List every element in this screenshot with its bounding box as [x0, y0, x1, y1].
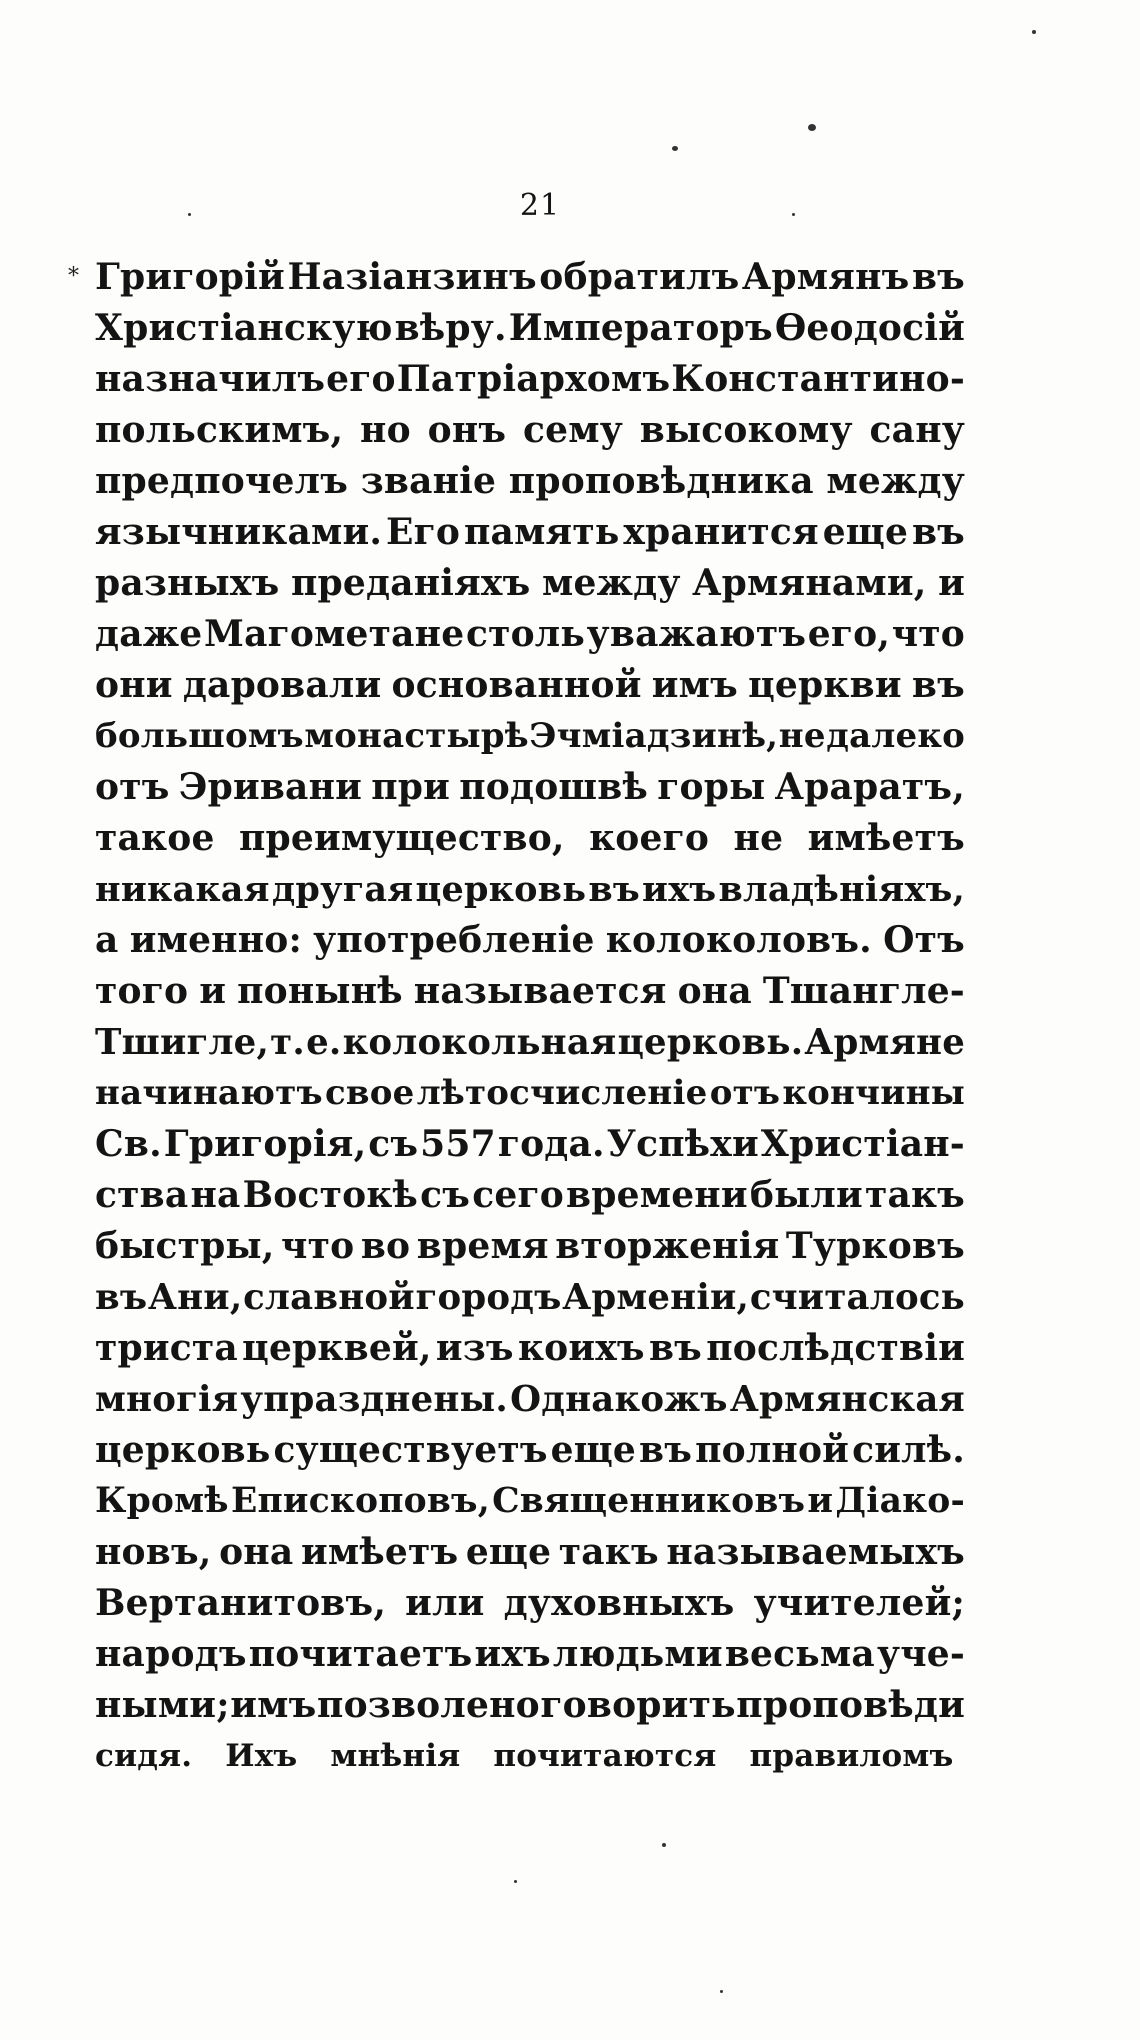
body-text — [95, 252, 965, 1782]
scan-speck — [1032, 30, 1036, 34]
scan-speck — [808, 124, 816, 131]
text-line: ными; имъ позволено говорить проповѣди — [95, 1684, 965, 1726]
text-line: предпочелъ званіе проповѣдника между — [95, 460, 965, 502]
text-line: назначилъ его Патріархомъ Константино- — [95, 358, 965, 400]
text-line: даже Магометане столь уважаютъ его, что — [95, 613, 965, 655]
text-line: разныхъ преданіяхъ между Армянами, и — [95, 562, 965, 604]
text-line: того и понынѣ называется она Тшангле- — [95, 970, 965, 1012]
paragraph-marker: * — [68, 264, 79, 289]
text-line: отъ Эривани при подошвѣ горы Араратъ, — [95, 766, 965, 808]
text-line: большомъ монастырѣ Эчміадзинѣ, не далеко — [95, 716, 965, 756]
scan-speck — [188, 213, 191, 216]
text-line: такое преимущество, коего не имѣетъ — [95, 817, 965, 859]
text-line: Тшигле, т. е. колокольная церковь. Армяне — [95, 1022, 965, 1063]
scan-speck — [720, 1990, 723, 1993]
text-line: Вертанитовъ, или духовныхъ учителей; — [95, 1582, 965, 1624]
text-line: многія упразднены. Однакожъ Армянская — [95, 1379, 965, 1420]
text-line: церковь существуетъ еще въ полной силѣ. — [95, 1429, 965, 1471]
scan-speck — [662, 1843, 666, 1847]
text-line: ства на Востокѣ съ сего времени были такъ — [95, 1174, 965, 1216]
text-line: Григорій Назіанзинъ обратилъ Армянъ въ — [95, 256, 965, 298]
text-line: Кромѣ Епископовъ, Священниковъ и Діако- — [95, 1481, 965, 1521]
text-line: а именно: употребленіе колоколовъ. Отъ — [95, 919, 965, 961]
text-line: язычниками. Его память хранится еще въ — [95, 511, 965, 553]
text-line: Христіанскую вѣру. Императоръ Ѳеодосій — [95, 307, 965, 349]
text-line: въ Ани, славной городъ Арменіи, считалось — [95, 1277, 965, 1318]
scan-speck — [672, 146, 678, 151]
text-line: никакая другая церковь въ ихъ владѣніяхъ, — [95, 869, 965, 910]
text-line: быстры, что во время вторженія Турковъ — [95, 1225, 965, 1267]
text-line: триста церквей, изъ коихъ въ послѣдствіи — [95, 1327, 965, 1369]
text-line: польскимъ, но онъ сему высокому сану — [95, 409, 965, 451]
text-line: начинаютъ свое лѣтосчисленіе отъ кончины — [95, 1073, 965, 1113]
text-line: народъ почитаетъ ихъ людьми весьма уче- — [95, 1633, 965, 1675]
text-line: новъ, она имѣетъ еще такъ называемыхъ — [95, 1531, 965, 1573]
text-line: Св. Григорія, съ 557 года. Успѣхи Христіан- — [95, 1123, 965, 1165]
scan-speck — [792, 213, 795, 216]
text-line: они даровали основанной имъ церкви въ — [95, 664, 965, 706]
page-number: 21 — [519, 188, 561, 223]
text-line: сидя. Ихъ мнѣнія почитаются правиломъ — [95, 1738, 954, 1774]
scan-speck — [514, 1880, 517, 1883]
